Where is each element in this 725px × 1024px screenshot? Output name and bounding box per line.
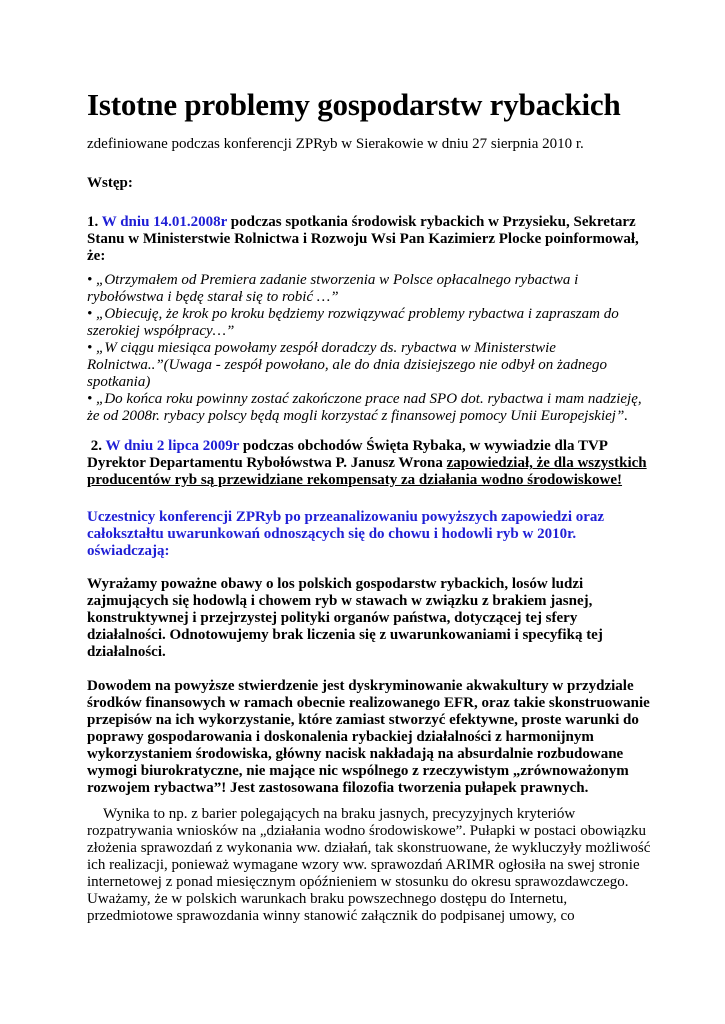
quote-line: • „W ciągu miesiąca powołamy zespół doradczy ds. rybactwa w Ministerstwie (87, 340, 556, 356)
concern-line: zajmujących się hodowlą i chowem ryb w stawach w związku z brakiem jasnej, (87, 593, 593, 609)
declaration-line: całokształtu uwarunkowań odnoszących się do chowu i hodowli ryb w 2010r. (87, 526, 577, 542)
evidence-line: rozwojem rybactwa”! Jest zastosowana filozofia tworzenia pułapek prawnych. (87, 780, 589, 796)
evidence-line: wymogi biurokratyczne, nie mające nic wspólnego z rzeczywistym „zrównoważonym (87, 763, 629, 779)
declaration (87, 509, 647, 560)
declaration-line: oświadczają: (87, 543, 170, 559)
evidence-line: Dowodem na powyższe stwierdzenie jest dyskryminowanie akwakultury w przydziale (87, 678, 634, 694)
result-line: złożenia sprawozdań z wykonania ww. działań, tak skonstruowane, że wykluczyły możliwość (87, 840, 651, 856)
subtitle: zdefiniowane podczas konferencji ZPRyb w Sierakowie w dniu 27 sierpnia 2010 r. (87, 136, 584, 152)
paragraph-2-line-1 (87, 438, 647, 455)
intro-heading: Wstęp: (87, 175, 133, 191)
concern-line: działalności. Odnotowujemy brak liczenia się z uwarunkowaniami i specyfiką tej (87, 627, 603, 643)
paragraph-1-text: podczas spotkania środowisk rybackich w Przysieku, Sekretarz (227, 214, 636, 230)
quote-line: Rolnictwa..”(Uwaga - zespół powołano, ale do dnia dzisiejszego nie odbył on żadnego (87, 357, 607, 373)
paragraph-2-line-2 (87, 455, 647, 472)
quote-line: szerokiej współpracy…” (87, 323, 235, 339)
paragraph-1 (87, 214, 647, 265)
quote-line: że od 2008r. rybacy polscy będą mogli korzystać z finansowej pomocy Unii Europejskiej”. (87, 408, 629, 424)
quote-line: spotkania) (87, 374, 151, 390)
result-line: Uważamy, że w polskich warunkach braku powszechnego dostępu do Internetu, (87, 891, 568, 907)
paragraph-1-number: 1. (87, 214, 99, 230)
paragraph-1-line-1 (87, 214, 647, 231)
paragraph-1-line-2: Stanu w Ministerstwie Rolnictwa i Rozwoju Wsi Pan Kazimierz Plocke poinformował, (87, 231, 639, 247)
quote-line: • „Obiecuję, że krok po kroku będziemy rozwiązywać problemy rybactwa i zapraszam do (87, 306, 619, 322)
paragraph-1-date: W dniu 14.01.2008r (101, 214, 228, 230)
concern-paragraph (87, 576, 647, 661)
result-line: internetowej z ponad miesięcznym opóźnieniem w stosunku do okresu sprawozdawczego. (87, 874, 629, 890)
concern-line: działalności. (87, 644, 166, 660)
result-line: Wynika to np. z barier polegających na braku jasnych, precyzyjnych kryteriów (103, 806, 576, 822)
result-line: przedmiotowe sprawozdania winny stanowić załącznik do podpisanej umowy, co (87, 908, 575, 924)
paragraph-2-date: W dniu 2 lipca 2009r (105, 438, 240, 454)
concern-line: konstruktywnej i przejrzystej polityki organów państwa, dotyczącej tej sfery (87, 610, 578, 626)
evidence-line: wykorzystaniem środowiska, główny nacisk nakładają na absurdalnie rozbudowane (87, 746, 624, 762)
paragraph-2-number: 2. (90, 438, 102, 454)
concern-line: Wyrażamy poważne obawy o los polskich gospodarstw rybackich, losów ludzi (87, 576, 584, 592)
declaration-line: Uczestnicy konferencji ZPRyb po przeanalizowaniu powyższych zapowiedzi oraz (87, 509, 605, 525)
evidence-line: poprawy gospodarowania i doskonalenia rybackiej działalności z harmonijnym (87, 729, 594, 745)
evidence-paragraph (87, 678, 650, 797)
result-paragraph (87, 806, 651, 925)
quote-line: • „Do końca roku powinny zostać zakończone prace nad SPO dot. rybactwa i mam nadzieję, (87, 391, 642, 407)
paragraph-2-line-3: producentów ryb są przewidziane rekompensaty za działania wodno środowiskowe! (87, 472, 623, 488)
result-line: ich realizacji, ponieważ wymagane wzory ww. sprawozdań ARIMR ogłosiła na swej stronie (87, 857, 640, 873)
paragraph-2 (87, 438, 647, 489)
paragraph-2-text-a: Dyrektor Departamentu Rybołówstwa P. Janusz Wrona (87, 455, 447, 471)
paragraph-1-line-3: że: (87, 248, 106, 264)
evidence-line: środków finansowych w ramach obecnie realizowanego EFR, oraz takie skonstruowanie (87, 695, 650, 711)
quote-line: • „Otrzymałem od Premiera zadanie stworzenia w Polsce opłacalnego rybactwa i (87, 272, 579, 288)
page-title: Istotne problemy gospodarstw rybackich (87, 87, 621, 122)
paragraph-2-text: podczas obchodów Święta Rybaka, w wywiadzie dla TVP (239, 438, 608, 454)
quote-line: rybołówstwa i będę starał się to robić …” (87, 289, 339, 305)
result-line: rozpatrywania wniosków na „działania wodno środowiskowe”. Pułapki w postaci obowiązku (87, 823, 647, 839)
quotes-list (87, 272, 647, 425)
evidence-line: przepisów na ich wykorzystanie, które zamiast stworzyć efektywne, proste warunki do (87, 712, 639, 728)
paragraph-2-underlined-a: zapowiedział, że dla wszystkich (446, 455, 647, 471)
